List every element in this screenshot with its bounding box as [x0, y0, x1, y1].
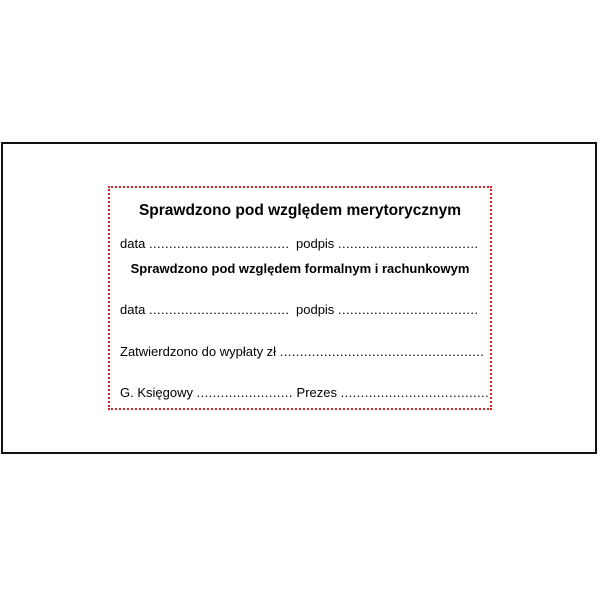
row2-date-label: data: [120, 302, 146, 317]
row1-date: [120, 236, 289, 251]
approved-dots: ...................................................: [279, 344, 485, 359]
row2-sign-dots: ...................................: [337, 302, 479, 317]
accountant-dots: ........................: [196, 385, 293, 400]
accountant-signature: [120, 385, 489, 400]
president-label: Prezes: [296, 385, 337, 400]
title-formal-check: Sprawdzono pod względem formalnym i rachunkowym: [130, 261, 470, 276]
row1-sign-dots: ...................................: [337, 236, 479, 251]
president-dots: .....................................: [340, 385, 490, 400]
row1-signature: [296, 236, 478, 251]
accountant-label: G. Księgowy: [120, 385, 193, 400]
row2-sign-label: podpis: [296, 302, 335, 317]
title-merit-check: Sprawdzono pod względem merytorycznym: [138, 202, 462, 219]
row1-date-label: data: [120, 236, 146, 251]
row1-sign-label: podpis: [296, 236, 335, 251]
approval-stamp: [108, 186, 492, 410]
row1-date-dots: ...................................: [148, 236, 290, 251]
approved-for-payment: [120, 344, 484, 359]
row2-date-dots: ...................................: [148, 302, 290, 317]
row2-signature: [296, 302, 478, 317]
row2-date: [120, 302, 289, 317]
approved-label: Zatwierdzono do wypłaty zł: [120, 344, 277, 359]
